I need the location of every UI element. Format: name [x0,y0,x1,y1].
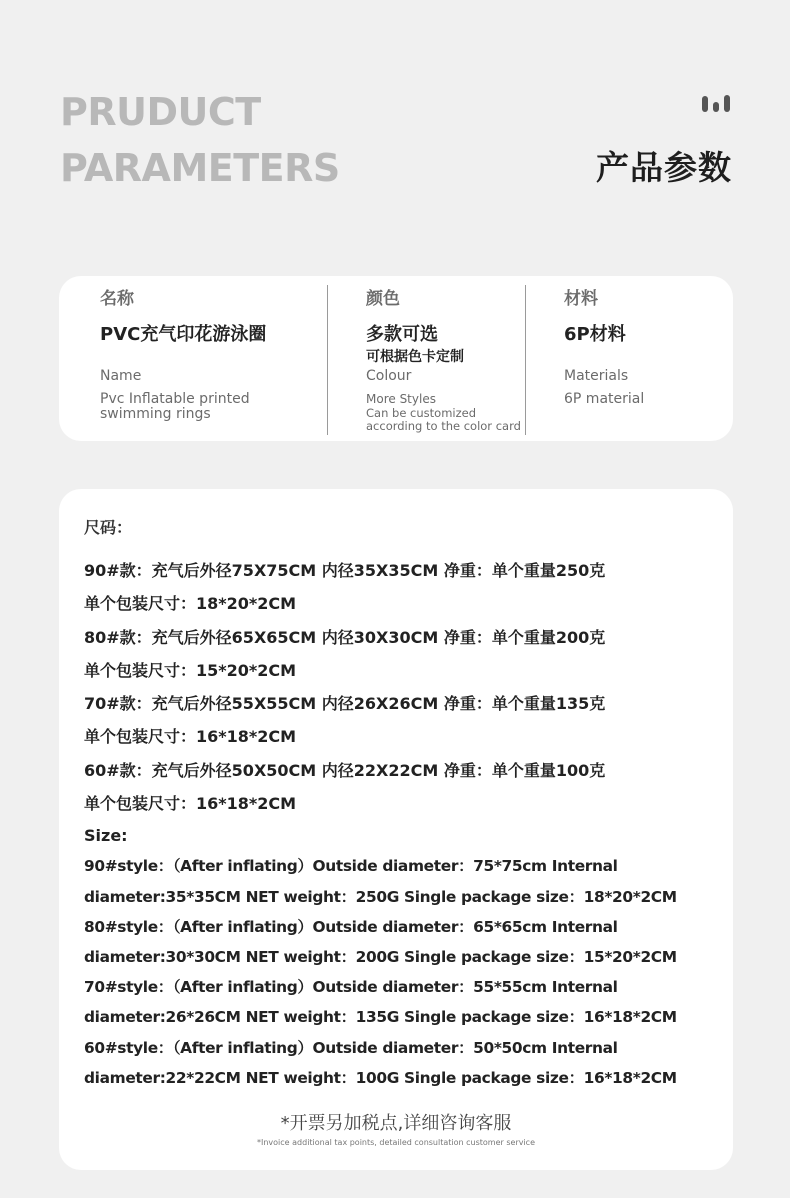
divider [327,285,328,435]
size-line-en: 90#style：（After inflating）Outside diameter：75*75cm Internal [84,857,618,876]
colour-value-en3-line: according to the color card [366,418,521,433]
name-label-cn: 名称 [100,289,134,309]
footer-note-cn: *开票另加税点,详细咨询客服 [280,1113,512,1134]
size-line-en: 60#style：（After inflating）Outside diameter：50*50cm Internal [84,1038,618,1057]
size-card [59,489,733,1170]
size-line-cn: 单个包装尺寸：18*20*2CM [84,594,297,614]
title-line-1: PRUDUCT [60,90,261,134]
param-materials [564,276,724,441]
colour-label-en: Colour [366,368,412,384]
size-lines [84,557,724,1095]
colour-value-en1: More Styles [366,392,436,406]
colour-value-cn2: 可根据色卡定制 [366,349,464,365]
page-title-en [60,84,340,196]
title-line-2: PARAMETERS [60,146,340,190]
bars-icon [701,94,731,114]
colour-value-cn: 多款可选 [366,324,438,345]
colour-label-cn: 颜色 [366,289,400,309]
materials-value-en: 6P material [564,391,645,407]
param-name [100,276,325,441]
size-line-cn: 单个包装尺寸：15*20*2CM [84,660,297,680]
name-value-cn: PVC充气印花游泳圈 [100,324,267,345]
name-label-en: Name [100,368,142,384]
size-line-cn: 90#款：充气后外径75X75CM 内径35X35CM 净重：单个重量250克 [84,561,606,580]
size-heading-en: Size: [84,826,128,846]
size-heading: 尺码： [84,518,133,537]
size-line-en: diameter:30*30CM NET weight：200G Single package size：15*20*2CM [84,947,677,966]
size-line-en: diameter:35*35CM NET weight：250G Single package size：18*20*2CM [84,887,677,906]
size-line-en: diameter:26*26CM NET weight：135G Single package size：16*18*2CM [84,1008,677,1027]
materials-label-en: Materials [564,368,629,384]
colour-value-en2 [366,407,521,432]
size-line-cn: 60#款：充气后外径50X50CM 内径22X22CM 净重：单个重量100克 [84,760,606,780]
size-line-en: diameter:22*22CM NET weight：100G Single package size：16*18*2CM [84,1068,677,1087]
materials-value-cn: 6P材料 [564,324,626,345]
page-title-cn: 产品参数 [596,148,732,187]
size-line-cn: 单个包装尺寸：16*18*2CM [84,794,297,814]
materials-label-cn: 材料 [564,289,598,309]
size-line-en: 70#style：（After inflating）Outside diameter：55*55cm Internal [84,978,618,997]
size-line-cn: 单个包装尺寸：16*18*2CM [84,727,297,747]
parameters-card [59,276,733,441]
divider [525,285,526,435]
size-line-cn: 80#款：充气后外径65X65CM 内径30X30CM 净重：单个重量200克 [84,627,606,647]
name-value-en: Pvc Inflatable printed swimming rings [100,391,250,422]
colour-value-en2-line: Can be customized [366,406,477,420]
param-colour [366,276,526,441]
size-line-en: 80#style：（After inflating）Outside diameter：65*65cm Internal [84,917,618,936]
footer-note-en: *Invoice additional tax points, detailed consultation customer service [256,1138,536,1147]
size-line-cn: 70#款：充气后外径55X55CM 内径26X26CM 净重：单个重量135克 [84,694,606,714]
